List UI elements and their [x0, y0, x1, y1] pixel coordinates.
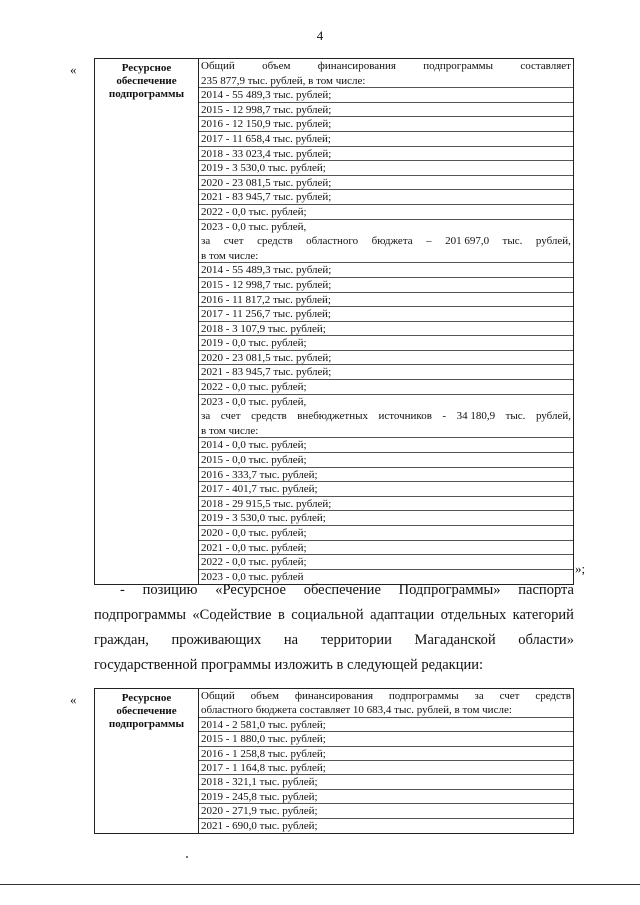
word: позицию	[142, 582, 198, 598]
table2-total-line: областного бюджета составляет 10 683,4 тыс. рублей, в том числе:	[199, 703, 573, 717]
total-year-line: 2019 - 3 530,0 тыс. рублей;	[199, 161, 573, 176]
regional-year-line: 2015 - 12 998,7 тыс. рублей;	[199, 278, 573, 293]
word: на	[283, 632, 299, 648]
regional-year-line: 2019 - 0,0 тыс. рублей;	[199, 336, 573, 351]
table2-year-line: 2020 - 271,9 тыс. рублей;	[199, 804, 573, 818]
extrabudget-year-line: 2014 - 0,0 тыс. рублей;	[199, 438, 573, 453]
word: отдельных	[440, 607, 507, 623]
header-line: подпрограммы	[108, 718, 185, 730]
word: 201 697,0	[445, 235, 490, 248]
word: подпрограммы	[94, 607, 186, 623]
extrabudget-year-line: 2017 - 401,7 тыс. рублей;	[199, 482, 573, 497]
word: подпрограммы	[388, 690, 459, 702]
regional-budget-line	[199, 234, 573, 249]
regional-year-line: 2018 - 3 107,9 тыс. рублей;	[199, 322, 573, 337]
opening-quote-2: «	[70, 692, 77, 707]
word: -	[120, 582, 125, 598]
table2-year-line: 2019 - 245,8 тыс. рублей;	[199, 790, 573, 804]
total-year-line: 2018 - 33 023,4 тыс. рублей;	[199, 147, 573, 162]
word: бюджета	[371, 235, 413, 248]
resource-table-2	[94, 688, 574, 834]
word: обеспечение	[303, 582, 381, 598]
word: граждан,	[94, 632, 149, 648]
regional-year-line: 2021 - 83 945,7 тыс. рублей;	[199, 365, 573, 380]
table2-year-line: 2016 - 1 258,8 тыс. рублей;	[199, 747, 573, 761]
word: счет	[220, 410, 241, 423]
word: «Содействие	[192, 607, 272, 623]
total-year-line: 2014 - 55 489,3 тыс. рублей;	[199, 88, 573, 103]
word: рублей,	[535, 235, 571, 248]
word: тыс.	[502, 235, 523, 248]
table2-year-line: 2021 - 690,0 тыс. рублей;	[201, 819, 318, 832]
table2-header-cell	[95, 689, 199, 833]
word: рублей,	[535, 410, 571, 423]
header-line: Ресурсное	[121, 62, 172, 74]
extrabudget-year-line: 2020 - 0,0 тыс. рублей;	[199, 526, 573, 541]
page-bottom-rule	[0, 884, 640, 885]
table1-intro-line	[199, 59, 573, 74]
regional-year-line: 2014 - 55 489,3 тыс. рублей;	[199, 263, 573, 278]
table1-content-cell	[199, 59, 573, 584]
word: «Ресурсное	[215, 582, 286, 598]
word: за	[201, 410, 211, 423]
word: внебюджетных	[297, 410, 368, 423]
word: счет	[223, 235, 244, 248]
word: счет	[499, 690, 520, 702]
closing-quote-1: »;	[575, 561, 586, 576]
table2-year-line: 2014 - 2 581,0 тыс. рублей;	[199, 718, 573, 732]
regional-year-line: 2016 - 11 817,2 тыс. рублей;	[199, 293, 573, 308]
word: адаптации	[370, 607, 435, 623]
header-line: обеспечение	[116, 75, 177, 87]
total-year-line: 2020 - 23 081,5 тыс. рублей;	[199, 176, 573, 191]
page-number: 4	[316, 28, 324, 43]
total-year-line: 2022 - 0,0 тыс. рублей;	[199, 205, 573, 220]
extrabudget-line	[199, 409, 573, 424]
word: областного	[306, 235, 359, 248]
word: средств	[251, 410, 287, 423]
total-year-line: 2017 - 11 658,4 тыс. рублей;	[199, 132, 573, 147]
word: проживающих	[171, 632, 262, 648]
word: объем	[262, 60, 291, 72]
word: составляет	[520, 60, 571, 72]
table2-content-cell	[199, 689, 573, 833]
extrabudget-year-line: 2022 - 0,0 тыс. рублей;	[199, 555, 573, 570]
paragraph-line	[94, 628, 574, 653]
word: –	[426, 235, 432, 248]
word: Подпрограммы»	[398, 582, 501, 598]
paragraph-text: государственной программы изложить в следующей редакции:	[94, 657, 484, 673]
table1-header-cell	[95, 59, 199, 584]
regional-year-line: 2022 - 0,0 тыс. рублей;	[199, 380, 573, 395]
header-line: обеспечение	[116, 705, 177, 717]
word: финансирования	[294, 690, 374, 702]
word: финансирования	[317, 60, 396, 72]
word: объем	[250, 690, 279, 702]
word: Общий	[201, 60, 235, 72]
word: Общий	[201, 690, 235, 702]
extrabudget-year-line: 2023 - 0,0 тыс. рублей	[201, 570, 304, 583]
table1-total-line: 235 877,9 тыс. рублей, в том числе:	[199, 74, 573, 89]
total-year-line: 2021 - 83 945,7 тыс. рублей;	[199, 190, 573, 205]
word: социальной	[291, 607, 364, 623]
extrabudget-year-line: 2015 - 0,0 тыс. рублей;	[199, 453, 573, 468]
word: 34 180,9	[456, 410, 496, 423]
paragraph-line	[94, 653, 574, 678]
word: за	[474, 690, 484, 702]
word: в	[278, 607, 285, 623]
extrabudget-year-line: 2019 - 3 530,0 тыс. рублей;	[199, 511, 573, 526]
extrabudget-year-line: 2021 - 0,0 тыс. рублей;	[199, 541, 573, 556]
word: паспорта	[518, 582, 574, 598]
instruction-paragraph	[94, 578, 574, 678]
opening-quote-1: «	[70, 62, 77, 77]
header-line: Ресурсное	[121, 692, 172, 704]
resource-table-1	[94, 58, 574, 585]
table2-year-line: 2015 - 1 880,0 тыс. рублей;	[199, 732, 573, 746]
word: подпрограммы	[423, 60, 494, 72]
table2-year-line: 2017 - 1 164,8 тыс. рублей;	[199, 761, 573, 775]
regional-year-line: 2017 - 11 256,7 тыс. рублей;	[199, 307, 573, 322]
scan-speck	[186, 856, 188, 858]
paragraph-line	[94, 578, 574, 603]
regional-year-line: 2023 - 0,0 тыс. рублей,	[201, 395, 307, 408]
word: области»	[518, 632, 574, 648]
word: Магаданской	[414, 632, 496, 648]
word: средств	[257, 235, 293, 248]
header-line: подпрограммы	[108, 88, 185, 100]
word: тыс.	[505, 410, 526, 423]
extrabudget-tail: в том числе:	[199, 424, 573, 439]
total-year-line: 2023 - 0,0 тыс. рублей,	[201, 220, 307, 233]
regional-budget-tail: в том числе:	[199, 249, 573, 264]
total-year-line: 2015 - 12 998,7 тыс. рублей;	[199, 103, 573, 118]
word: за	[201, 235, 211, 248]
word: источников	[378, 410, 432, 423]
extrabudget-year-line: 2016 - 333,7 тыс. рублей;	[199, 468, 573, 483]
table2-intro-line	[199, 689, 573, 703]
paragraph-line	[94, 603, 574, 628]
total-year-line: 2016 - 12 150,9 тыс. рублей;	[199, 117, 573, 132]
word: категорий	[512, 607, 574, 623]
table2-year-line: 2018 - 321,1 тыс. рублей;	[199, 775, 573, 789]
regional-year-line: 2020 - 23 081,5 тыс. рублей;	[199, 351, 573, 366]
word: -	[442, 410, 447, 423]
extrabudget-year-line: 2018 - 29 915,5 тыс. рублей;	[199, 497, 573, 512]
word: территории	[320, 632, 392, 648]
word: средств	[535, 690, 571, 702]
